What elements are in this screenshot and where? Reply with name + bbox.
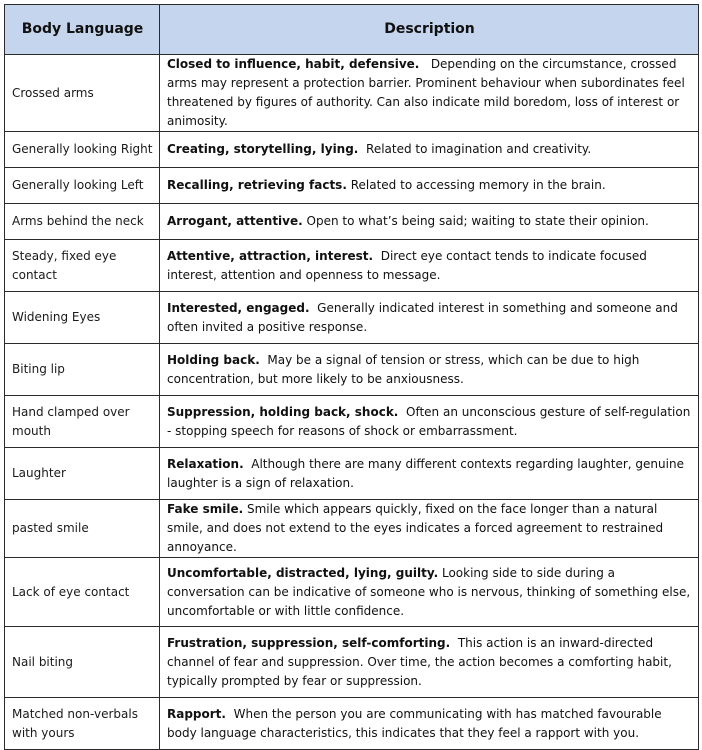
- row-detail: May be a signal of tension or stress, which can be due to high concentration, but more likely to be anxiousness.: [167, 352, 640, 386]
- row-description: [160, 698, 699, 750]
- row-detail: Related to accessing memory in the brain.: [350, 178, 606, 192]
- row-term: Nail biting: [5, 627, 160, 698]
- row-description: [160, 240, 699, 292]
- row-keywords: Holding back.: [167, 352, 260, 367]
- row-keywords: Interested, engaged.: [167, 300, 310, 315]
- row-detail: Direct eye contact tends to indicate focused interest, attention and openness to message.: [167, 248, 647, 282]
- row-term: Steady, fixed eye contact: [5, 240, 160, 292]
- row-description: [160, 132, 699, 168]
- row-detail: Open to what’s being said; waiting to state their opinion.: [306, 214, 649, 228]
- table-row: [5, 240, 699, 292]
- row-term: Crossed arms: [5, 55, 160, 132]
- row-detail: Depending on the circumstance, crossed arms may represent a protection barrier. Prominent behaviour when subordinates feel threatened by figures of authority. Can also indicate mild boredom, loss of interest or animosity.: [167, 57, 685, 128]
- table-row: [5, 344, 699, 396]
- row-description: [160, 168, 699, 204]
- row-detail: This action is an inward-directed channel of fear and suppression. Over time, the action becomes a comforting habit, typically prompted by fear or suppression.: [167, 635, 672, 688]
- row-description: [160, 55, 699, 132]
- table-row: [5, 448, 699, 500]
- row-description: [160, 500, 699, 558]
- row-detail: Looking side to side during a conversation can be indicative of someone who is nervous, thinking of something else, uncomfortable or with little confidence.: [167, 565, 691, 618]
- row-detail: Generally indicated interest in something and someone and often invited a positive response.: [167, 300, 678, 334]
- body-language-table: [4, 4, 699, 750]
- row-term: Hand clamped over mouth: [5, 396, 160, 448]
- row-description: [160, 344, 699, 396]
- row-term: Generally looking Left: [5, 168, 160, 204]
- table-row: [5, 558, 699, 627]
- table-row: [5, 132, 699, 168]
- row-term: Generally looking Right: [5, 132, 160, 168]
- row-term: Laughter: [5, 448, 160, 500]
- row-keywords: Arrogant, attentive.: [167, 214, 303, 228]
- table-row: [5, 204, 699, 240]
- row-term: pasted smile: [5, 500, 160, 558]
- row-detail: When the person you are communicating with has matched favourable body language characteristics, this indicates that they feel a rapport with you.: [167, 706, 662, 740]
- header-row: [5, 5, 699, 55]
- table-row: [5, 396, 699, 448]
- table-row: [5, 168, 699, 204]
- row-term: Widening Eyes: [5, 292, 160, 344]
- row-term: Matched non-verbals with yours: [5, 698, 160, 750]
- header-body-language: Body Language: [5, 5, 160, 55]
- row-description: [160, 558, 699, 627]
- table-row: [5, 292, 699, 344]
- header-description: Description: [160, 5, 699, 55]
- row-keywords: Recalling, retrieving facts.: [167, 178, 347, 192]
- row-description: [160, 627, 699, 698]
- row-keywords: Uncomfortable, distracted, lying, guilty.: [167, 565, 439, 580]
- row-term: Biting lip: [5, 344, 160, 396]
- row-keywords: Frustration, suppression, self-comforting.: [167, 635, 451, 650]
- row-keywords: Creating, storytelling, lying.: [167, 142, 359, 156]
- row-detail: Smile which appears quickly, fixed on the face longer than a natural smile, and does not extend to the eyes indicates a forced agreement to restrained annoyance.: [167, 502, 664, 554]
- row-term: Arms behind the neck: [5, 204, 160, 240]
- row-keywords: Suppression, holding back, shock.: [167, 404, 399, 419]
- row-detail: Although there are many different contexts regarding laughter, genuine laughter is a sign of relaxation.: [167, 456, 684, 490]
- row-keywords: Attentive, attraction, interest.: [167, 248, 374, 263]
- table-row: [5, 500, 699, 558]
- table-row: [5, 55, 699, 132]
- row-keywords: Fake smile.: [167, 502, 244, 516]
- row-description: [160, 292, 699, 344]
- row-description: [160, 396, 699, 448]
- row-keywords: Rapport.: [167, 706, 226, 721]
- row-keywords: Closed to influence, habit, defensive.: [167, 57, 420, 71]
- row-description: [160, 448, 699, 500]
- row-description: [160, 204, 699, 240]
- table-row: [5, 627, 699, 698]
- row-detail: Often an unconscious gesture of self-regulation - stopping speech for reasons of shock or embarrassment.: [167, 404, 691, 438]
- row-detail: Related to imagination and creativity.: [366, 142, 592, 156]
- row-keywords: Relaxation.: [167, 456, 244, 471]
- table-row: [5, 698, 699, 750]
- row-term: Lack of eye contact: [5, 558, 160, 627]
